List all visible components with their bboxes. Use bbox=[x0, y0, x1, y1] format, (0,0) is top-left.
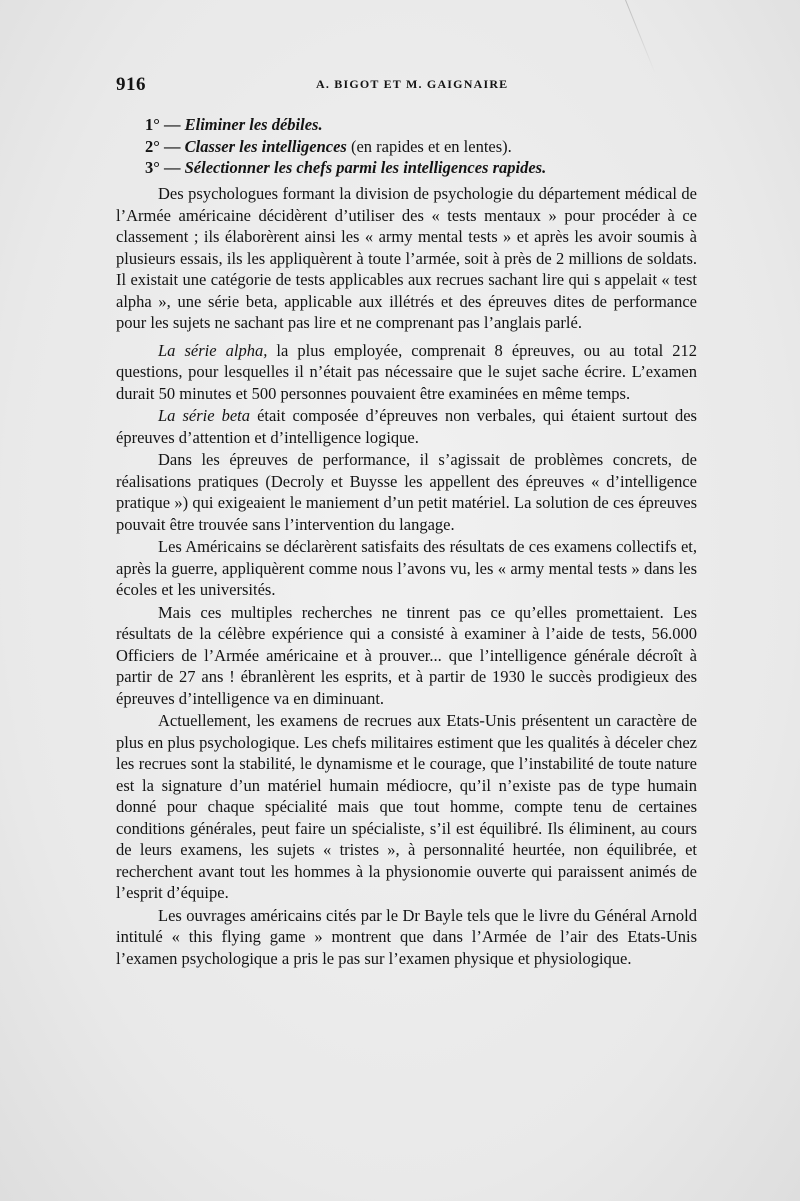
list-item bbox=[145, 136, 705, 158]
list-text-italic: Classer les intelligences bbox=[184, 136, 347, 156]
beta-series-label: La série beta bbox=[158, 406, 251, 425]
page-number: 916 bbox=[116, 74, 146, 95]
paragraph-beta-series bbox=[116, 405, 697, 448]
objectives-list bbox=[145, 114, 705, 179]
paragraph-research-results: Mais ces multiples recherches ne tinrent pas ce qu’elles promettaient. Les résultats de la célèbre expérience qui a consisté à examiner à l’aide de tests, 56.000 Officiers de l’Armée américaine et à prouver... que l’intelligence générale décroît à partir de 27 ans ! ébranlèrent les esprits, et à partir de 1930 le succès prodigieux des épreuves d’intelligence va en diminuant. bbox=[116, 602, 697, 708]
paragraph-performance-tests: Dans les épreuves de performance, il s’agissait de problèmes concrets, de réalisations pratiques (Decroly et Buysse les appellent des épreuves « d’intelligence pratique ») qui exigeaient le maniement d’un petit matériel. La solution de ces épreuves pouvait être trouvée sans l’intervention du langage. bbox=[116, 450, 697, 534]
list-item bbox=[145, 114, 705, 136]
paragraph-psychologists: Des psychologues formant la division de psychologie du département médical de l’Armée américaine décidèrent d’utiliser des « tests mentaux » pour procéder à ce classement ; ils élaborèrent ainsi les « army mental tests » et après les avoir soumis à plusieurs essais, ils les appliquèrent à toute l’armée, soit à près de 2 millions de soldats. Il existait une catégorie de tests applicables aux recrues sachant lire qui s appelait « test alpha », une série beta, applicable aux illétrés et des épreuves dites de performance pour les sujets ne sachant pas lire et ne comprenant pas l’anglais parlé. bbox=[116, 184, 697, 332]
beta-series-text: était composée d’épreuves non verbales, qui étaient surtout des épreuves d’attention et d’intelligence logique. bbox=[116, 406, 697, 447]
alpha-series-text: la plus employée, comprenait 8 épreuves, ou au total 212 questions, pour lesquelles il n’était pas nécessaire que le sujet sache écrire. L’examen durait 50 minutes et 500 personnes pouvaient être examinées en même temps. bbox=[116, 340, 697, 403]
list-number: 2° — bbox=[145, 136, 181, 156]
list-item bbox=[145, 157, 705, 179]
paragraph-american-works: Les ouvrages américains cités par le Dr Bayle tels que le livre du Général Arnold intitulé « this flying game » montrent que dans l’Armée de l’air des Etats-Unis l’examen psychologique a pris le pas sur l’examen physique et physiologique. bbox=[116, 905, 697, 968]
scan-mark bbox=[625, 0, 656, 74]
body-text bbox=[116, 183, 697, 970]
list-text-italic: Sélectionner les chefs parmi les intelligences rapides. bbox=[184, 158, 547, 177]
list-text: (en rapides et en lentes). bbox=[346, 136, 512, 156]
list-number: 1° — bbox=[145, 115, 181, 134]
running-head: A. BIGOT ET M. GAIGNAIRE bbox=[316, 77, 509, 91]
list-number: 3° — bbox=[145, 158, 181, 177]
paragraph-current-exams: Actuellement, les examens de recrues aux Etats-Unis présentent un caractère de plus en plus psychologique. Les chefs militaires estiment que les qualités à déceler chez les recrues sont la stabilité, le dynamisme et le courage, que l’instabilité de toute nature est la signature d’un matériel humain médiocre, qu’il n’existe pas de type humain donné pour chaque spécialité mais que tout homme, compte tenu de certaines conditions générales, peut faire un spécialiste, s’il est équilibré. Ils éliminent, au cours de leurs examens, les sujets « tristes », à personnalité heurtée, non équilibrée, et recherchent avant tout les hommes à la physionomie ouverte qui paraissent animés de l’esprit d’équipe. bbox=[116, 711, 697, 902]
paragraph-alpha-series bbox=[116, 340, 697, 405]
page-header bbox=[116, 74, 700, 96]
paragraph-americans-satisfied: Les Américains se déclarèrent satisfaits des résultats de ces examens collectifs et, après la guerre, appliquèrent comme nous l’avons vu, les « army mental tests » dans les écoles et les universités. bbox=[116, 537, 697, 599]
list-text-italic: Eliminer les débiles. bbox=[184, 115, 323, 134]
alpha-series-label: La série alpha, bbox=[158, 340, 268, 360]
